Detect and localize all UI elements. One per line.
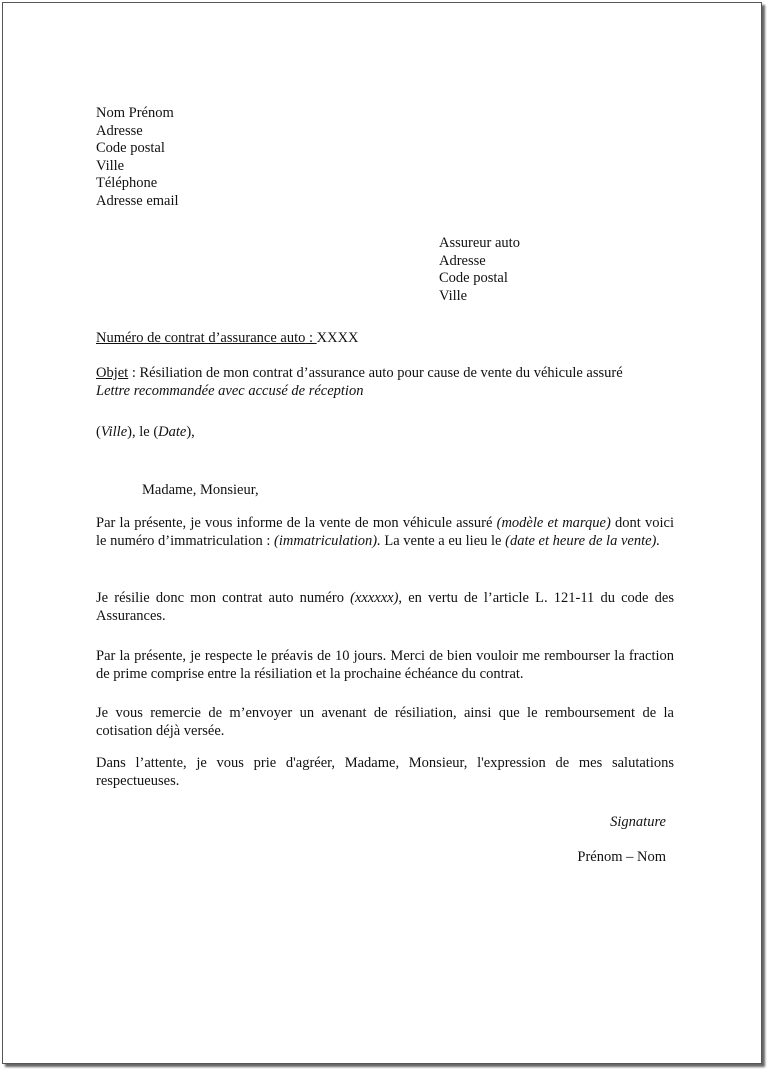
place-date-sep: ), le ( (127, 424, 159, 440)
contract-label: Numéro de contrat d’assurance auto (96, 330, 306, 346)
sender-phone: Téléphone (96, 175, 158, 191)
para2-contract-number: (xxxxxx) (350, 590, 399, 606)
object-text: : Résiliation de mon contrat d’assurance auto pour cause de vente du véhicule assuré (128, 365, 623, 381)
object-label: Objet (96, 365, 129, 381)
place-city: Ville (100, 424, 128, 440)
paragraph-notice: Par la présente, je respecte le préavis de 10 jours. Merci de bien vouloir me rembourser la fraction de prime comprise entre la résiliation et la prochaine échéance du contrat. (96, 648, 674, 682)
para2-text-1: Je résilie donc mon contrat auto numéro (96, 590, 351, 606)
sender-block (96, 105, 179, 210)
salutation: Madame, Monsieur, (142, 482, 259, 498)
paragraph-closing: Dans l’attente, je vous prie d'agréer, Madame, Monsieur, l'expression de mes salutations respectueuses. (96, 755, 674, 789)
place-date: Date (158, 424, 187, 440)
recipient-city: Ville (439, 287, 468, 304)
place-date-close: ), (186, 424, 195, 440)
para1-text-3: La vente a eu lieu le (380, 532, 506, 549)
recipient-address: Adresse (439, 252, 486, 269)
recipient-postal-code: Code postal (439, 270, 508, 286)
contract-value: XXXX (316, 330, 359, 346)
contract-sep: : (305, 330, 317, 346)
paragraph-thanks: Je vous remercie de m’envoyer un avenant de résiliation, ainsi que le remboursement de la cotisation déjà versée. (96, 705, 674, 739)
sender-city: Ville (96, 157, 125, 174)
recipient-block (439, 235, 520, 305)
signature-name: Prénom – Nom (577, 849, 666, 865)
paragraph-sale (96, 515, 674, 550)
paragraph-termination (96, 590, 674, 625)
para1-sale-date: (date et heure de la vente). (505, 532, 660, 549)
sender-address: Adresse (96, 122, 143, 139)
letter-page (2, 2, 762, 1064)
place-date-paren: ( (96, 424, 101, 440)
para1-text-1: Par la présente, je vous informe de la vente de mon véhicule assuré (96, 515, 497, 531)
recipient-name: Assureur auto (439, 235, 520, 251)
para1-text-2: dont voici le numéro d’immatriculation : (96, 515, 674, 549)
object-mode: Lettre recommandée avec accusé de réception (96, 382, 364, 399)
sender-postal-code: Code postal (96, 140, 165, 156)
para1-model: (modèle et marque) (496, 515, 611, 531)
object-block (96, 365, 623, 400)
signature-label: Signature (610, 814, 666, 830)
contract-number-line (96, 330, 359, 348)
para2-text-2: , en vertu de l’article L. 121-11 du code des Assurances. (96, 590, 674, 624)
place-date-line (96, 424, 195, 442)
sender-name: Nom Prénom (96, 105, 174, 121)
sender-email: Adresse email (96, 192, 179, 209)
para1-registration: (immatriculation). (273, 532, 381, 549)
